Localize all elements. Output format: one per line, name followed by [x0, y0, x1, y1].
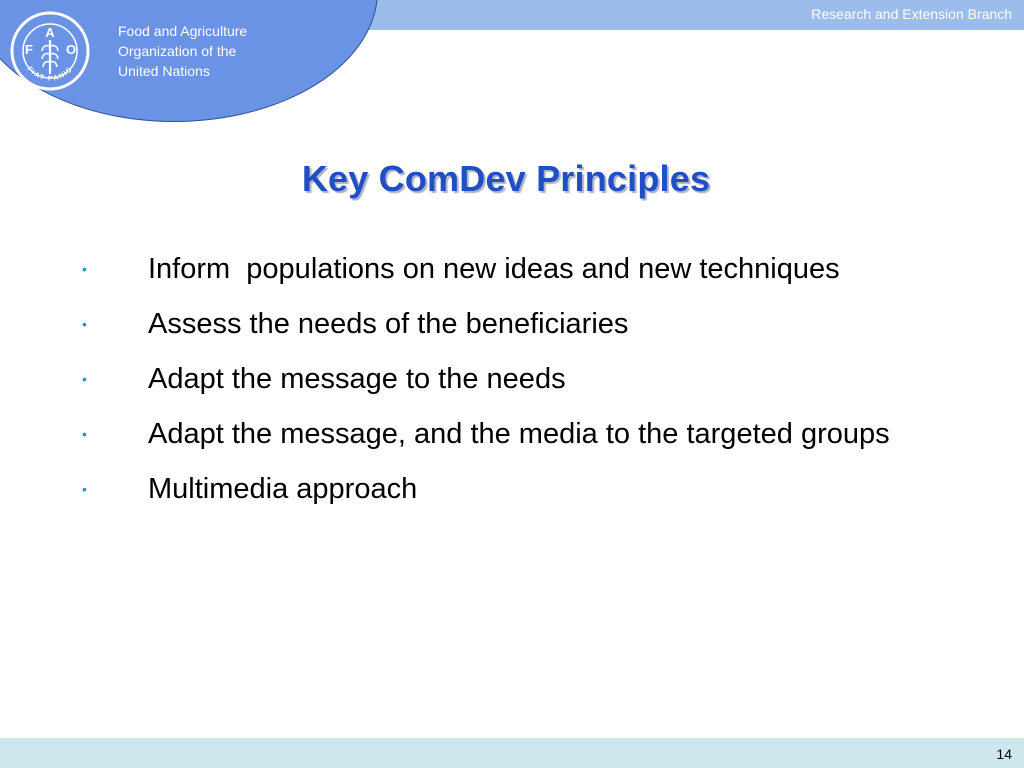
fao-emblem-icon [9, 10, 91, 92]
footer-bar [0, 738, 1024, 768]
logo-letter-a: A [45, 25, 55, 40]
organization-name-line: Organization of the [118, 43, 237, 59]
logo-letter-f: F [25, 42, 33, 57]
organization-name [118, 21, 318, 81]
bullet-dot-icon: • [82, 481, 87, 497]
bullet-item [0, 358, 1024, 400]
branch-label: Research and Extension Branch [811, 6, 1012, 22]
logo-motto: FIAT PANIS [25, 65, 75, 83]
bullet-text: Inform populations on new ideas and new techniques [148, 253, 840, 285]
bullet-item [0, 303, 1024, 345]
bullet-dot-icon: • [82, 261, 87, 277]
bullet-dot-icon: • [82, 371, 87, 387]
bullet-text: Adapt the message, and the media to the targeted groups [148, 418, 890, 450]
bullet-item [0, 248, 1024, 290]
organization-name-line: Food and Agriculture [118, 23, 248, 39]
bullet-dot-icon: • [82, 426, 87, 442]
bullet-text: Assess the needs of the beneficiaries [148, 308, 629, 340]
bullet-text: Multimedia approach [148, 473, 418, 505]
bullet-text: Adapt the message to the needs [148, 363, 566, 395]
organization-name-line: United Nations [118, 63, 210, 79]
logo-letter-o: O [65, 42, 77, 57]
bullet-list [0, 248, 1024, 523]
slide-title: Key ComDev Principles [301, 158, 711, 199]
page-number: 14 [996, 746, 1012, 762]
bullet-item [0, 413, 1024, 455]
bullet-item [0, 468, 1024, 510]
bullet-dot-icon: • [82, 316, 87, 332]
